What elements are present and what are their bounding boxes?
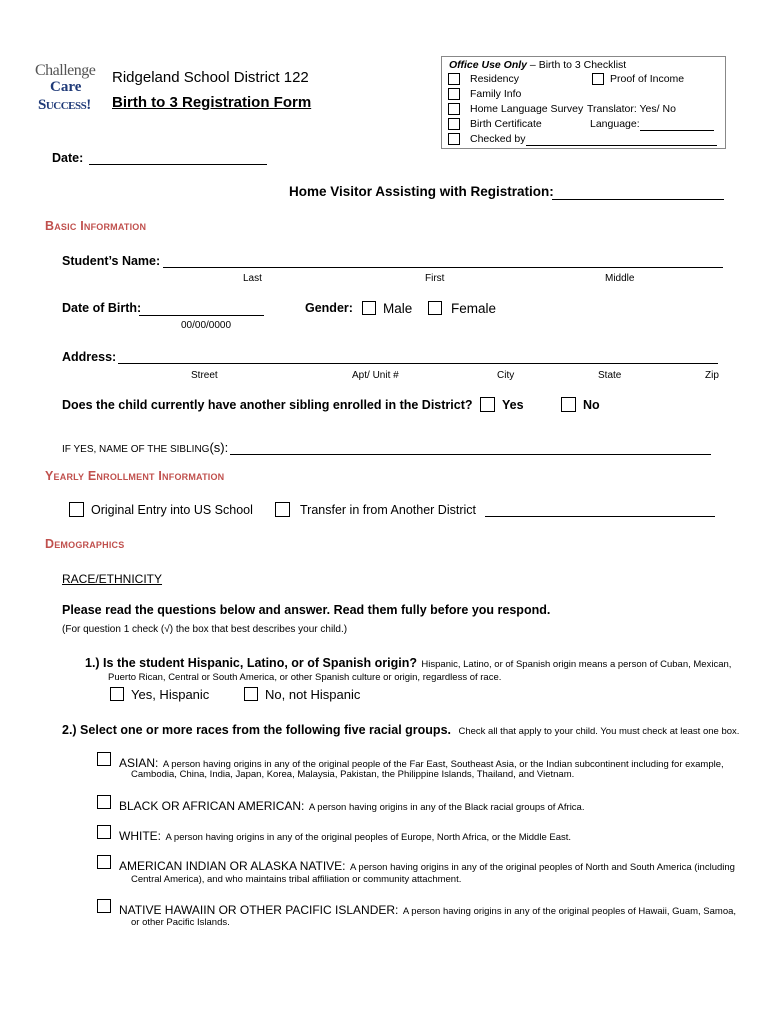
- office-use-checklist: [441, 56, 726, 149]
- logo-line-1: Challenge: [35, 62, 96, 79]
- q1-question: 1.) Is the student Hispanic, Latino, or of Spanish origin?: [85, 656, 417, 670]
- office-title-rest: – Birth to 3 Checklist: [527, 59, 627, 71]
- asian-description-1: A person having origins in any of the original people of the Far East, Southeast Asia, or the Indian subcontinent including for example,: [162, 759, 724, 770]
- asian-name: ASIAN:: [119, 756, 159, 770]
- hispanic-yes-label: Yes, Hispanic: [131, 687, 210, 702]
- office-title: [449, 59, 626, 72]
- instructions-main: Please read the questions below and answer. Read them fully before you respond.: [62, 603, 551, 617]
- q1-description-2: Puerto Rican, Central or South America, or other Spanish culture or origin, regardless of race.: [108, 672, 502, 683]
- section-basic-information: Basic Information: [45, 219, 147, 233]
- q2-line: [62, 721, 739, 739]
- sibling-no-label: No: [583, 398, 600, 412]
- district-name: Ridgeland School District 122: [112, 69, 309, 86]
- address-label: Address:: [62, 350, 117, 364]
- american-indian-row: [119, 857, 735, 875]
- section-demographics: Demographics: [45, 537, 125, 551]
- section-yearly-enrollment: Yearly Enrollment Information: [45, 469, 225, 483]
- challenge-care-success-logo: [32, 62, 98, 124]
- zip-caption: Zip: [705, 370, 719, 381]
- pacific-islander-name: NATIVE HAWAIIN OR OTHER PACIFIC ISLANDER:: [119, 903, 399, 917]
- pacific-islander-description-2: or other Pacific Islands.: [131, 917, 230, 928]
- sibling-yes-checkbox[interactable]: [480, 397, 495, 412]
- american-indian-name: AMERICAN INDIAN OR ALASKA NATIVE:: [119, 859, 346, 873]
- proof-income-checkbox[interactable]: [592, 73, 604, 85]
- student-name-line[interactable]: [163, 267, 723, 268]
- proof-income-label: Proof of Income: [610, 73, 685, 85]
- american-indian-description-2: Central America), and who maintains tribal affiliation or community attachment.: [131, 874, 462, 885]
- home-visitor-label: Home Visitor Assisting with Registration:: [289, 184, 554, 199]
- hispanic-yes-checkbox[interactable]: [110, 687, 124, 701]
- asian-description-2: Cambodia, China, India, Japan, Korea, Malaysia, Pakistan, the Philippine Islands, Thailand, and Vietnam.: [131, 769, 575, 780]
- q2-note: Check all that apply to your child. You must check at least one box.: [458, 726, 740, 737]
- family-info-label: Family Info: [470, 88, 522, 100]
- language-label: Language:: [590, 118, 640, 130]
- home-language-checkbox[interactable]: [448, 103, 460, 115]
- transfer-checkbox[interactable]: [275, 502, 290, 517]
- sibling-no-checkbox[interactable]: [561, 397, 576, 412]
- sibling-name-line[interactable]: [230, 454, 711, 455]
- q1-description-1: Hispanic, Latino, or of Spanish origin means a person of Cuban, Mexican,: [421, 659, 732, 670]
- family-info-checkbox[interactable]: [448, 88, 460, 100]
- male-checkbox[interactable]: [362, 301, 376, 315]
- birth-cert-label: Birth Certificate: [470, 118, 542, 130]
- hispanic-no-label: No, not Hispanic: [265, 687, 361, 702]
- white-checkbox[interactable]: [97, 825, 111, 839]
- middle-name-caption: Middle: [605, 273, 635, 284]
- sibling-name-label: [62, 440, 228, 455]
- address-line[interactable]: [118, 363, 718, 364]
- language-line[interactable]: [640, 130, 714, 131]
- first-name-caption: First: [425, 273, 445, 284]
- checked-by-label: Checked by: [470, 133, 526, 145]
- race-ethnicity-heading: RACE/ETHNICITY: [62, 572, 163, 586]
- black-row: [119, 797, 584, 815]
- dob-line[interactable]: [139, 315, 264, 316]
- logo-line-3: Success!: [38, 97, 91, 113]
- date-label: Date:: [52, 151, 84, 165]
- black-checkbox[interactable]: [97, 795, 111, 809]
- pacific-islander-checkbox[interactable]: [97, 899, 111, 913]
- birth-cert-checkbox[interactable]: [448, 118, 460, 130]
- white-description: A person having origins in any of the original peoples of Europe, North Africa, or the Middle East.: [165, 832, 572, 843]
- logo-line-2: Care: [50, 79, 82, 95]
- q1-line: [85, 654, 731, 672]
- home-visitor-line[interactable]: [552, 199, 724, 200]
- transfer-label: Transfer in from Another District: [300, 503, 476, 517]
- last-name-caption: Last: [243, 273, 262, 284]
- original-entry-label: Original Entry into US School: [91, 503, 253, 517]
- gender-label: Gender:: [305, 301, 353, 315]
- checked-by-checkbox[interactable]: [448, 133, 460, 145]
- dob-format: 00/00/0000: [181, 320, 232, 331]
- original-entry-checkbox[interactable]: [69, 502, 84, 517]
- black-description: A person having origins in any of the Black racial groups of Africa.: [308, 802, 585, 813]
- instructions-sub: (For question 1 check (√) the box that best describes your child.): [62, 624, 348, 635]
- street-caption: Street: [191, 370, 218, 381]
- hispanic-no-checkbox[interactable]: [244, 687, 258, 701]
- female-label: Female: [451, 301, 497, 316]
- date-line[interactable]: [89, 164, 267, 165]
- q2-question: 2.) Select one or more races from the following five racial groups: [62, 723, 448, 737]
- asian-checkbox[interactable]: [97, 752, 111, 766]
- sibling-yes-label: Yes: [502, 398, 524, 412]
- sibling-if-yes-text: IF YES, NAME OF THE SIBLING: [62, 444, 210, 455]
- transfer-district-line[interactable]: [485, 516, 715, 517]
- american-indian-checkbox[interactable]: [97, 855, 111, 869]
- translator-label: Translator: Yes/ No: [587, 103, 676, 115]
- checked-by-line[interactable]: [526, 145, 717, 146]
- female-checkbox[interactable]: [428, 301, 442, 315]
- pacific-islander-description-1: A person having origins in any of the original peoples of Hawaii, Guam, Samoa,: [402, 906, 737, 917]
- black-name: BLACK OR AFRICAN AMERICAN:: [119, 799, 305, 813]
- form-title: Birth to 3 Registration Form: [112, 94, 312, 111]
- city-caption: City: [497, 370, 515, 381]
- sibling-suffix-text: (s):: [209, 440, 229, 455]
- apt-caption: Apt/ Unit #: [352, 370, 399, 381]
- white-name: WHITE:: [119, 829, 161, 843]
- residency-label: Residency: [470, 73, 520, 85]
- state-caption: State: [598, 370, 622, 381]
- student-name-label: Student’s Name:: [62, 254, 161, 268]
- white-row: [119, 827, 571, 845]
- male-label: Male: [383, 301, 413, 316]
- american-indian-description-1: A person having origins in any of the original peoples of North and South America (including: [349, 862, 735, 873]
- office-title-bold: Office Use Only: [449, 59, 528, 71]
- dob-label: Date of Birth:: [62, 301, 142, 315]
- q2-period: .: [447, 723, 452, 737]
- residency-checkbox[interactable]: [448, 73, 460, 85]
- sibling-question: Does the child currently have another sibling enrolled in the District?: [62, 398, 473, 412]
- home-language-label: Home Language Survey: [470, 103, 584, 115]
